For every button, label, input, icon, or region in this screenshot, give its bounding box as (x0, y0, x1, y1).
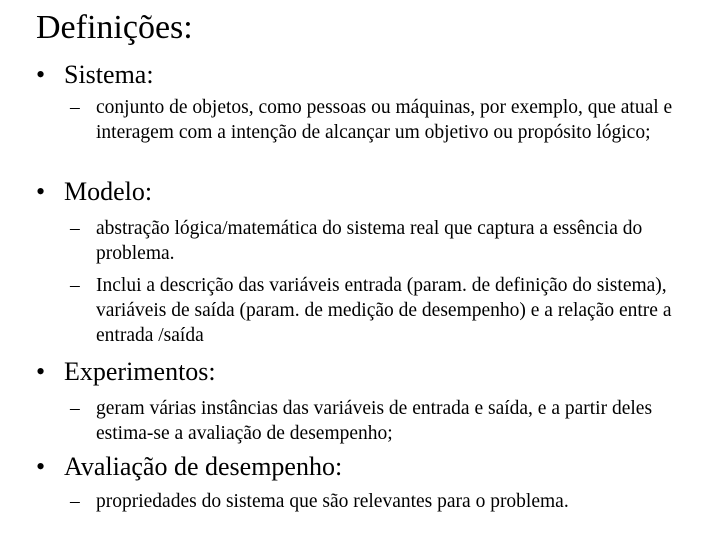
bullet-experimentos (36, 357, 216, 387)
heading-modelo: Modelo: (64, 177, 153, 206)
heading-experimentos: Experimentos: (64, 357, 216, 386)
sub-item-modelo-abstraction (70, 216, 670, 266)
sub-item-experimentos (70, 396, 682, 446)
sub-item-avaliacao (70, 489, 710, 514)
dash-icon: – (70, 398, 80, 419)
sub-item-sistema-definition (70, 95, 700, 145)
bullet-sistema (36, 60, 154, 90)
bullet-icon: • (36, 357, 46, 386)
bullet-avaliacao (36, 452, 342, 482)
bullet-icon: • (36, 452, 46, 481)
slide-title: Definições: (36, 9, 193, 46)
dash-icon: – (70, 97, 80, 118)
bullet-icon: • (36, 177, 46, 206)
heading-sistema: Sistema: (64, 60, 154, 89)
sub-item-text: propriedades do sistema que são relevantes para o problema. (96, 491, 569, 512)
sub-item-text: geram várias instâncias das variáveis de entrada e saída, e a partir deles estima-se a avaliação de desempenho; (96, 398, 653, 444)
dash-icon: – (70, 218, 80, 239)
sub-item-text: Inclui a descrição das variáveis entrada (param. de definição do sistema), variáveis de saída (param. de medição de desempenho) e a relação entre a entrada /saída (96, 275, 672, 346)
sub-item-text: conjunto de objetos, como pessoas ou máquinas, por exemplo, que atual e interagem com a intenção de alcançar um objetivo ou propósito lógico; (96, 97, 673, 143)
dash-icon: – (70, 491, 80, 512)
heading-avaliacao: Avaliação de desempenho: (64, 452, 343, 481)
dash-icon: – (70, 275, 80, 296)
bullet-icon: • (36, 60, 46, 89)
sub-item-text: abstração lógica/matemática do sistema real que captura a essência do problema. (96, 218, 643, 264)
sub-item-modelo-description (70, 273, 710, 348)
bullet-modelo (36, 177, 152, 207)
